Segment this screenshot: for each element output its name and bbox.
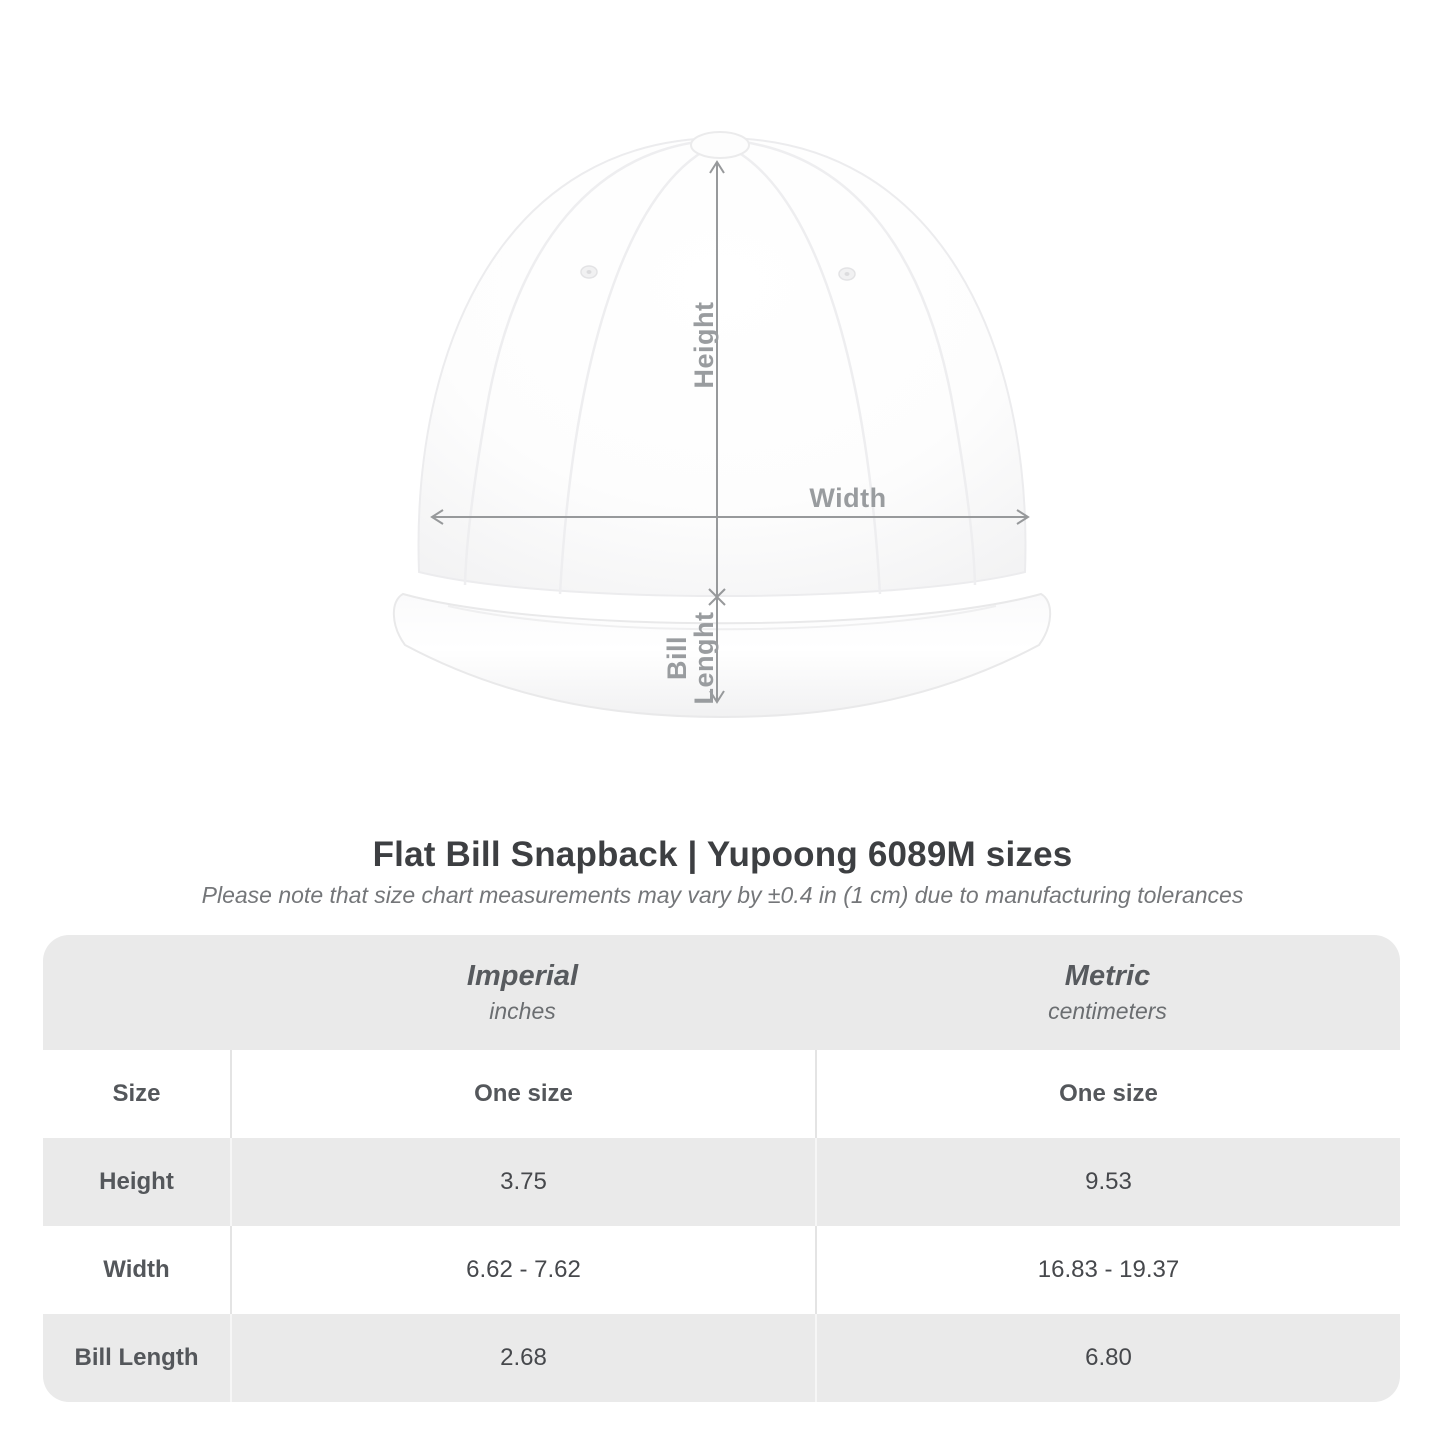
imperial-value: One size: [230, 1050, 815, 1138]
page-title: Flat Bill Snapback | Yupoong 6089M sizes: [372, 835, 1073, 874]
width-label: Width: [809, 483, 887, 513]
table-row-size: [43, 1050, 1400, 1138]
bill-length-label-line1: Bill: [662, 635, 692, 681]
imperial-value: 6.62 - 7.62: [230, 1226, 815, 1314]
row-label: Height: [99, 1168, 174, 1195]
eyelet-right: [839, 268, 855, 280]
metric-value: 6.80: [815, 1314, 1400, 1402]
eyelet-left: [581, 266, 597, 278]
imperial-value: 2.68: [230, 1314, 815, 1402]
header-imperial: [230, 935, 815, 1050]
imperial-value: 3.75: [230, 1138, 815, 1226]
hat-crown: [419, 138, 1026, 596]
hat-button: [691, 132, 749, 158]
table-row-width: [43, 1226, 1400, 1314]
height-label: Height: [689, 301, 719, 389]
table-row-bill-length: [43, 1314, 1400, 1402]
bill-length-label-line2: Lenght: [689, 611, 719, 705]
heading-block: [0, 836, 1445, 909]
header-metric: [815, 935, 1400, 1050]
table-row-height: [43, 1138, 1400, 1226]
table-header-row: [43, 935, 1400, 1050]
metric-value: 9.53: [815, 1138, 1400, 1226]
imperial-unit-label: inches: [489, 998, 556, 1024]
metric-unit-label: centimeters: [1048, 998, 1167, 1024]
metric-value: One size: [815, 1050, 1400, 1138]
metric-label: Metric: [1064, 960, 1151, 992]
header-empty-cell: [43, 935, 230, 1050]
row-label: Bill Length: [74, 1344, 199, 1371]
hat-bill: [394, 594, 1050, 717]
metric-value: 16.83 - 19.37: [815, 1226, 1400, 1314]
row-label: Width: [103, 1256, 170, 1283]
page-subtitle: Please note that size chart measurements may vary by ±0.4 in (1 cm) due to manufacturing tolerances: [201, 881, 1244, 908]
row-label: Size: [112, 1080, 161, 1107]
imperial-label: Imperial: [466, 960, 579, 992]
size-table: [43, 935, 1400, 1402]
